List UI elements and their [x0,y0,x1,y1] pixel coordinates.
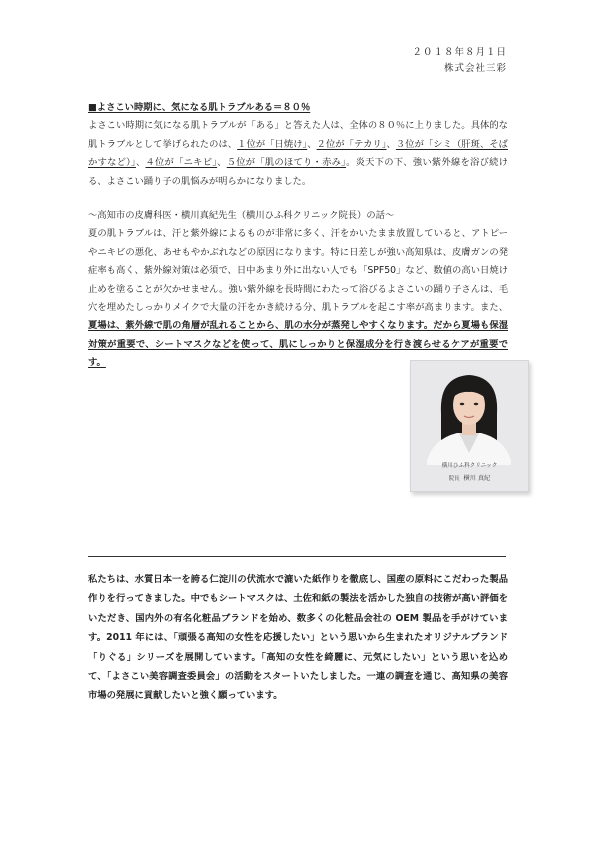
doctor-portrait-icon [411,361,528,491]
rank-2: ２位が「テカリ」 [316,138,387,150]
release-date: ２０１８年８月１日 [412,47,507,58]
section-divider [88,556,506,557]
photo-name-caption [411,473,528,482]
photo-name: 横川 真紀 [463,475,491,482]
survey-body: よさこい時期に気になる肌トラブルが「ある」と答えた人は、全体の８０％に上りました。具体的な肌トラブルとして挙げられたのは、１位が「日焼け」、２位が「テカリ」、３位が「シミ（肝斑、そばかすなど）」、４位が「ニキビ」、５位が「肌のほてり・赤み」。炎天下の下、強い紫外線を浴び続ける、よさこい踊り子の肌悩みが明らかになりました。 [88,120,508,187]
photo-title: 院長 [448,476,460,482]
doctor-heading: ～高知市の皮膚科医・横川真紀先生（横川ひふ科クリニック院長）の話～ [88,210,395,221]
header-block [412,45,507,77]
rank-5: ５位が「肌のほてり・赤み」 [226,157,347,169]
doctor-emphasis: 夏場は、紫外線で肌の角層が乱れることから、肌の水分が蒸発しやすくなります。だから夏場も保湿対策が重要で、シートマスクなどを使って、肌にしっかりと保湿成分を行き渡らせるケアが重要です。 [88,320,508,369]
rank-4: ４位が「ニキビ」 [145,157,218,169]
doctor-photo [410,360,529,492]
survey-section [88,99,508,191]
photo-clinic-caption: 横川ひふ科クリニック [441,463,498,469]
rank-3: ３位が「シミ（肝斑、そばかすなど）」 [88,138,508,169]
company-name: 株式会社三彩 [443,63,507,74]
survey-heading: ■よさこい時期に、気になる肌トラブルある＝８０％ [88,102,311,113]
doctor-body: 夏の肌トラブルは、汗と紫外線によるものが非常に多く、汗をかいたまま放置していると、アトピーやニキビの悪化、あせもやかぶれなどの原因になります。特に日差しが強い高知県は、皮膚ガンの発症率も高く、紫外線対策は必須で、日中あまり外に出ない人でも「SPF50」など、数値の高い日焼け止めを塗ることが欠かせません。強い紫外線を長時間にわたって浴びるよさこいの踊り子さんは、毛穴を埋めたしっかりメイクで大量の汗をかき続ける分、肌トラブルを起こす率が高まります。また、夏場は、紫外線で肌の角層が乱れることから、肌の水分が蒸発しやすくなります。だから夏場も保湿対策が重要で、シートマスクなどを使って、肌にしっかりと保湿成分を行き渡らせるケアが重要です。 [88,228,508,369]
doctor-section [88,207,508,373]
rank-1: １位が「日焼け」 [237,138,308,150]
company-profile: 私たちは、水質日本一を誇る仁淀川の伏流水で漉いた紙作りを徹底し、国産の原料にこだわった製品作りを行ってきました。中でもシートマスクは、土佐和紙の製法を活かした独自の技術が高い評価をいただき、国内外の有名化粧品ブランドを始め、数多くの化粧品会社の OEM 製品を手がけています。2011 年には、「頑張る高知の女性を応援したい」という思いから生まれたオリジナルブランド「りぐる」シリーズを展開しています。「高知の女性を綺麗に、元気にしたい」という思いを込めて、「よさこい美容調査委員会」の活動をスタートいたしました。一連の調査を通じ、高知県の美容市場の発展に貢献したいと強く願っています。 [88,574,508,702]
